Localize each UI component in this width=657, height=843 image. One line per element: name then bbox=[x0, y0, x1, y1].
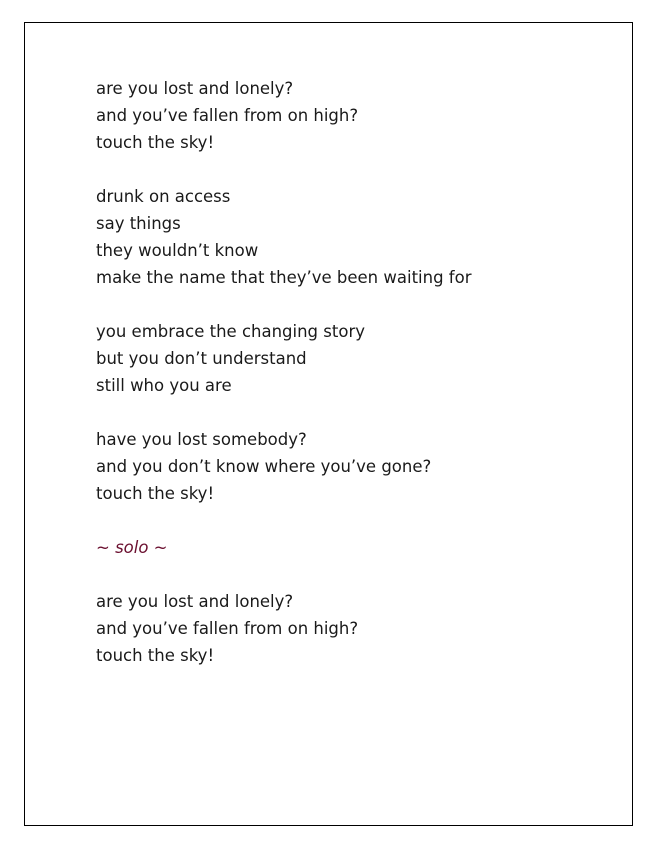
poem-line: have you lost somebody? bbox=[96, 430, 307, 449]
stanza-4 bbox=[96, 426, 472, 507]
stanza-1 bbox=[96, 75, 472, 156]
poem-line: make the name that they’ve been waiting for bbox=[96, 268, 472, 287]
poem-line: drunk on access bbox=[96, 187, 231, 206]
poem-line: and you’ve fallen from on high? bbox=[96, 619, 359, 638]
poem-line: they wouldn’t know bbox=[96, 241, 259, 260]
stanza-3 bbox=[96, 318, 472, 399]
poem-line: and you don’t know where you’ve gone? bbox=[96, 457, 432, 476]
solo-marker: ~ solo ~ bbox=[96, 538, 168, 557]
poem-line: touch the sky! bbox=[96, 133, 215, 152]
stanza-solo bbox=[96, 534, 472, 561]
poem-line: are you lost and lonely? bbox=[96, 592, 294, 611]
poem-line: but you don’t understand bbox=[96, 349, 307, 368]
document-page bbox=[24, 22, 633, 826]
stanza-2 bbox=[96, 183, 472, 291]
poem-line: you embrace the changing story bbox=[96, 322, 365, 341]
poem-line: touch the sky! bbox=[96, 484, 215, 503]
stanza-6 bbox=[96, 588, 472, 669]
poem-line: are you lost and lonely? bbox=[96, 79, 294, 98]
poem-line: still who you are bbox=[96, 376, 232, 395]
poem-line: touch the sky! bbox=[96, 646, 215, 665]
poem-line: and you’ve fallen from on high? bbox=[96, 106, 359, 125]
poem-body bbox=[96, 75, 472, 669]
poem-line: say things bbox=[96, 214, 181, 233]
